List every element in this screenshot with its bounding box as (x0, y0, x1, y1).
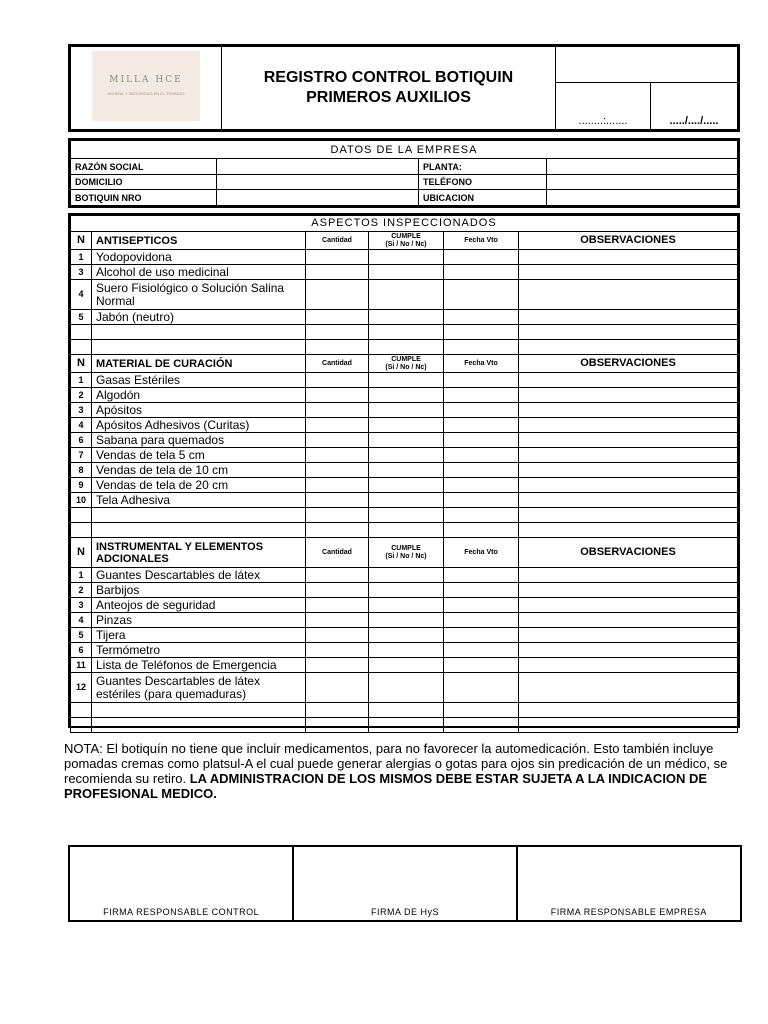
empty-cell[interactable] (444, 340, 519, 355)
form-header (68, 44, 740, 132)
item-number: 6 (71, 433, 92, 448)
item-number: 5 (71, 310, 92, 325)
observaciones-cell[interactable] (519, 613, 738, 628)
cumple-cell[interactable] (369, 448, 444, 463)
item-label: Anteojos de seguridad (92, 598, 306, 613)
input-domicilio[interactable] (217, 174, 419, 190)
input-planta[interactable] (547, 159, 738, 175)
table-row (71, 433, 738, 448)
fecha-vto-cell[interactable] (444, 265, 519, 280)
table-row (71, 310, 738, 325)
signature-section (68, 845, 742, 922)
table-row (71, 493, 738, 508)
empty-cell[interactable] (306, 340, 369, 355)
empty-cell[interactable] (92, 340, 306, 355)
fecha-vto-cell[interactable] (444, 673, 519, 703)
item-number: 1 (71, 568, 92, 583)
label-domicilio: DOMICILIO (71, 174, 217, 190)
cantidad-cell[interactable] (306, 643, 369, 658)
cumple-cell[interactable] (369, 280, 444, 310)
item-label: Vendas de tela de 10 cm (92, 463, 306, 478)
empty-cell[interactable] (92, 703, 306, 718)
note-bold-text: LA ADMINISTRACION DE LOS MISMOS DEBE ESTAR SUJETA A LA INDICACION DE PROFESIONAL MEDICO. (64, 771, 708, 801)
time-field[interactable]: ........:....... (556, 83, 651, 130)
observaciones-cell[interactable] (519, 265, 738, 280)
observaciones-cell[interactable] (519, 658, 738, 673)
col-n-header: N (71, 355, 92, 373)
table-row (71, 628, 738, 643)
fecha-vto-cell[interactable] (444, 598, 519, 613)
fecha-vto-cell[interactable] (444, 643, 519, 658)
fecha-vto-cell[interactable] (444, 463, 519, 478)
cantidad-cell[interactable] (306, 373, 369, 388)
cumple-options: (Si / No / Nc) (385, 363, 427, 371)
cantidad-cell[interactable] (306, 265, 369, 280)
observaciones-cell[interactable] (519, 478, 738, 493)
fecha-vto-cell[interactable] (444, 628, 519, 643)
empty-cell[interactable] (369, 718, 444, 733)
fecha-vto-cell[interactable] (444, 583, 519, 598)
empty-row (71, 523, 738, 538)
cumple-cell[interactable] (369, 418, 444, 433)
observaciones-cell[interactable] (519, 568, 738, 583)
cumple-cell[interactable] (369, 583, 444, 598)
observaciones-cell[interactable] (519, 418, 738, 433)
cantidad-cell[interactable] (306, 583, 369, 598)
group-header-curacion (71, 355, 738, 373)
company-data-title: DATOS DE LA EMPRESA (71, 141, 738, 159)
cumple-cell[interactable] (369, 373, 444, 388)
cumple-cell[interactable] (369, 643, 444, 658)
header-blank-cell[interactable] (556, 47, 738, 83)
cantidad-cell[interactable] (306, 310, 369, 325)
observaciones-cell[interactable] (519, 250, 738, 265)
cantidad-cell[interactable] (306, 250, 369, 265)
col-cantidad-header: Cantidad (306, 232, 369, 250)
group-title: ANTISEPTICOS (92, 232, 306, 250)
col-obs-header: OBSERVACIONES (519, 232, 738, 250)
table-row (71, 568, 738, 583)
cumple-cell[interactable] (369, 658, 444, 673)
fecha-vto-cell[interactable] (444, 658, 519, 673)
col-n-header: N (71, 232, 92, 250)
empty-cell[interactable] (369, 325, 444, 340)
empty-cell[interactable] (92, 325, 306, 340)
table-row (71, 658, 738, 673)
cantidad-cell[interactable] (306, 433, 369, 448)
cumple-cell[interactable] (369, 463, 444, 478)
empty-cell[interactable] (306, 718, 369, 733)
empty-cell[interactable] (519, 703, 738, 718)
cumple-label: CUMPLE (391, 355, 421, 363)
observaciones-cell[interactable] (519, 433, 738, 448)
empty-cell[interactable] (92, 508, 306, 523)
cantidad-cell[interactable] (306, 280, 369, 310)
input-telefono[interactable] (547, 174, 738, 190)
title-line-2: PRIMEROS AUXILIOS (306, 89, 471, 106)
item-number: 7 (71, 448, 92, 463)
item-number: 2 (71, 583, 92, 598)
observaciones-cell[interactable] (519, 583, 738, 598)
observaciones-cell[interactable] (519, 388, 738, 403)
fecha-vto-cell[interactable] (444, 403, 519, 418)
cantidad-cell[interactable] (306, 628, 369, 643)
table-row (71, 373, 738, 388)
item-label: Pinzas (92, 613, 306, 628)
item-number: 4 (71, 418, 92, 433)
table-row (71, 388, 738, 403)
input-botiquin-nro[interactable] (217, 190, 419, 206)
empty-cell[interactable] (444, 325, 519, 340)
empty-cell[interactable] (444, 718, 519, 733)
cumple-cell[interactable] (369, 598, 444, 613)
fecha-vto-cell[interactable] (444, 418, 519, 433)
empty-cell[interactable] (92, 718, 306, 733)
item-label: Lista de Teléfonos de Emergencia (92, 658, 306, 673)
item-number: 10 (71, 493, 92, 508)
signature-hys[interactable]: FIRMA DE HyS (293, 847, 516, 920)
inspection-section (68, 213, 740, 728)
signature-control[interactable]: FIRMA RESPONSABLE CONTROL (70, 847, 293, 920)
fecha-vto-cell[interactable] (444, 493, 519, 508)
empty-cell[interactable] (306, 508, 369, 523)
empty-row (71, 718, 738, 733)
form-title (222, 47, 556, 130)
cumple-cell[interactable] (369, 613, 444, 628)
cumple-cell[interactable] (369, 265, 444, 280)
empty-row (71, 325, 738, 340)
item-number: 3 (71, 265, 92, 280)
cantidad-cell[interactable] (306, 478, 369, 493)
table-row (71, 673, 738, 703)
fecha-vto-cell[interactable] (444, 568, 519, 583)
cumple-cell[interactable] (369, 433, 444, 448)
empty-cell[interactable] (369, 703, 444, 718)
label-telefono: TELÉFONO (419, 174, 547, 190)
table-row (71, 280, 738, 310)
company-data-section (68, 138, 740, 208)
cantidad-cell[interactable] (306, 658, 369, 673)
fecha-vto-cell[interactable] (444, 310, 519, 325)
empty-cell[interactable] (71, 325, 92, 340)
cumple-cell[interactable] (369, 478, 444, 493)
cantidad-cell[interactable] (306, 418, 369, 433)
empty-cell[interactable] (71, 340, 92, 355)
observaciones-cell[interactable] (519, 310, 738, 325)
empty-cell[interactable] (444, 703, 519, 718)
item-number: 4 (71, 613, 92, 628)
item-number: 9 (71, 478, 92, 493)
observaciones-cell[interactable] (519, 643, 738, 658)
cantidad-cell[interactable] (306, 613, 369, 628)
cumple-cell[interactable] (369, 310, 444, 325)
table-row (71, 418, 738, 433)
note-paragraph (64, 741, 740, 801)
fecha-vto-cell[interactable] (444, 250, 519, 265)
item-number: 8 (71, 463, 92, 478)
logo-text: MILLA HCE (109, 74, 183, 85)
table-row (71, 403, 738, 418)
item-label: Termómetro (92, 643, 306, 658)
table-row (71, 613, 738, 628)
cumple-options: (Si / No / Nc) (385, 552, 427, 560)
empty-cell[interactable] (519, 340, 738, 355)
col-cantidad-header: Cantidad (306, 538, 369, 568)
cumple-cell[interactable] (369, 568, 444, 583)
item-number: 12 (71, 673, 92, 703)
observaciones-cell[interactable] (519, 463, 738, 478)
item-number: 1 (71, 373, 92, 388)
col-cantidad-header: Cantidad (306, 355, 369, 373)
empty-cell[interactable] (444, 508, 519, 523)
item-label: Tela Adhesiva (92, 493, 306, 508)
inspection-title: ASPECTOS INSPECCIONADOS (71, 216, 738, 232)
label-planta: PLANTA: (419, 159, 547, 175)
note-text: NOTA: El botiquín no tiene que incluir medicamentos, para no favorecer la automedicación. Esto también incluye pomadas cremas como platsul-A el cual puede generar alergias o gotas para ojos sin predicación de un médico, se recomienda su retiro. (64, 741, 728, 786)
item-label: Barbijos (92, 583, 306, 598)
table-row (71, 643, 738, 658)
fecha-vto-cell[interactable] (444, 433, 519, 448)
logo-cell (71, 47, 222, 130)
cumple-options: (Si / No / Nc) (385, 240, 427, 248)
empty-cell[interactable] (369, 508, 444, 523)
item-label: Yodopovidona (92, 250, 306, 265)
col-obs-header: OBSERVACIONES (519, 355, 738, 373)
table-row (71, 583, 738, 598)
signature-empresa[interactable]: FIRMA RESPONSABLE EMPRESA (517, 847, 740, 920)
table-row (71, 265, 738, 280)
empty-cell[interactable] (71, 718, 92, 733)
group-title: INSTRUMENTAL Y ELEMENTOS ADCIONALES (92, 538, 306, 568)
cumple-cell[interactable] (369, 388, 444, 403)
item-label: Jabón (neutro) (92, 310, 306, 325)
item-label: Guantes Descartables de látex estériles (para quemaduras) (92, 673, 306, 703)
empty-row (71, 340, 738, 355)
empty-cell[interactable] (306, 523, 369, 538)
observaciones-cell[interactable] (519, 598, 738, 613)
input-razon-social[interactable] (217, 159, 419, 175)
group-header-instrumental (71, 538, 738, 568)
empty-cell[interactable] (444, 523, 519, 538)
label-razon-social: RAZÓN SOCIAL (71, 159, 217, 175)
label-ubicacion: UBICACION (419, 190, 547, 206)
col-cumple-header (369, 538, 444, 568)
cantidad-cell[interactable] (306, 673, 369, 703)
item-label: Algodón (92, 388, 306, 403)
table-row (71, 448, 738, 463)
cumple-cell[interactable] (369, 493, 444, 508)
item-label: Alcohol de uso medicinal (92, 265, 306, 280)
observaciones-cell[interactable] (519, 448, 738, 463)
item-label: Vendas de tela de 20 cm (92, 478, 306, 493)
item-label: Apósitos Adhesivos (Curitas) (92, 418, 306, 433)
empty-cell[interactable] (92, 523, 306, 538)
col-fecha-header: Fecha Vto (444, 538, 519, 568)
item-number: 3 (71, 598, 92, 613)
table-row (71, 478, 738, 493)
item-number: 6 (71, 643, 92, 658)
cumple-label: CUMPLE (391, 232, 421, 240)
cumple-label: CUMPLE (391, 544, 421, 552)
cumple-cell[interactable] (369, 250, 444, 265)
empty-row (71, 703, 738, 718)
observaciones-cell[interactable] (519, 628, 738, 643)
empty-cell[interactable] (71, 508, 92, 523)
col-fecha-header: Fecha Vto (444, 232, 519, 250)
date-field[interactable]: ...../..../..... (651, 83, 738, 130)
cantidad-cell[interactable] (306, 463, 369, 478)
empty-cell[interactable] (369, 523, 444, 538)
group-title: MATERIAL DE CURACIÓN (92, 355, 306, 373)
item-label: Gasas Estériles (92, 373, 306, 388)
item-label: Tijera (92, 628, 306, 643)
observaciones-cell[interactable] (519, 373, 738, 388)
fecha-vto-cell[interactable] (444, 478, 519, 493)
cantidad-cell[interactable] (306, 493, 369, 508)
cantidad-cell[interactable] (306, 388, 369, 403)
empty-cell[interactable] (519, 523, 738, 538)
item-label: Apósitos (92, 403, 306, 418)
item-number: 2 (71, 388, 92, 403)
input-ubicacion[interactable] (547, 190, 738, 206)
empty-row (71, 508, 738, 523)
col-cumple-header (369, 355, 444, 373)
item-number: 1 (71, 250, 92, 265)
col-obs-header: OBSERVACIONES (519, 538, 738, 568)
fecha-vto-cell[interactable] (444, 448, 519, 463)
col-fecha-header: Fecha Vto (444, 355, 519, 373)
item-label: Vendas de tela 5 cm (92, 448, 306, 463)
item-label: Sabana para quemados (92, 433, 306, 448)
observaciones-cell[interactable] (519, 403, 738, 418)
empty-cell[interactable] (369, 340, 444, 355)
cantidad-cell[interactable] (306, 448, 369, 463)
observaciones-cell[interactable] (519, 280, 738, 310)
empty-cell[interactable] (519, 325, 738, 340)
item-label: Guantes Descartables de látex (92, 568, 306, 583)
table-row (71, 250, 738, 265)
cantidad-cell[interactable] (306, 568, 369, 583)
empty-cell[interactable] (71, 523, 92, 538)
cumple-cell[interactable] (369, 628, 444, 643)
cumple-cell[interactable] (369, 673, 444, 703)
fecha-vto-cell[interactable] (444, 613, 519, 628)
empty-cell[interactable] (306, 325, 369, 340)
observaciones-cell[interactable] (519, 493, 738, 508)
label-botiquin-nro: BOTIQUIN NRO (71, 190, 217, 206)
empty-cell[interactable] (519, 508, 738, 523)
col-n-header: N (71, 538, 92, 568)
group-header-antisepticos (71, 232, 738, 250)
logo-subtext: HIGIENE Y SEGURIDAD EN EL TRABAJO (107, 90, 185, 96)
col-cumple-header (369, 232, 444, 250)
table-row (71, 598, 738, 613)
table-row (71, 463, 738, 478)
empty-cell[interactable] (519, 718, 738, 733)
fecha-vto-cell[interactable] (444, 280, 519, 310)
observaciones-cell[interactable] (519, 673, 738, 703)
empty-cell[interactable] (71, 703, 92, 718)
fecha-vto-cell[interactable] (444, 388, 519, 403)
fecha-vto-cell[interactable] (444, 373, 519, 388)
item-label: Suero Fisiológico o Solución Salina Normal (92, 280, 306, 310)
item-number: 4 (71, 280, 92, 310)
cantidad-cell[interactable] (306, 403, 369, 418)
item-number: 3 (71, 403, 92, 418)
company-logo (92, 51, 200, 121)
empty-cell[interactable] (306, 703, 369, 718)
item-number: 11 (71, 658, 92, 673)
item-number: 5 (71, 628, 92, 643)
cantidad-cell[interactable] (306, 598, 369, 613)
title-line-1: REGISTRO CONTROL BOTIQUIN (263, 69, 514, 86)
cumple-cell[interactable] (369, 403, 444, 418)
